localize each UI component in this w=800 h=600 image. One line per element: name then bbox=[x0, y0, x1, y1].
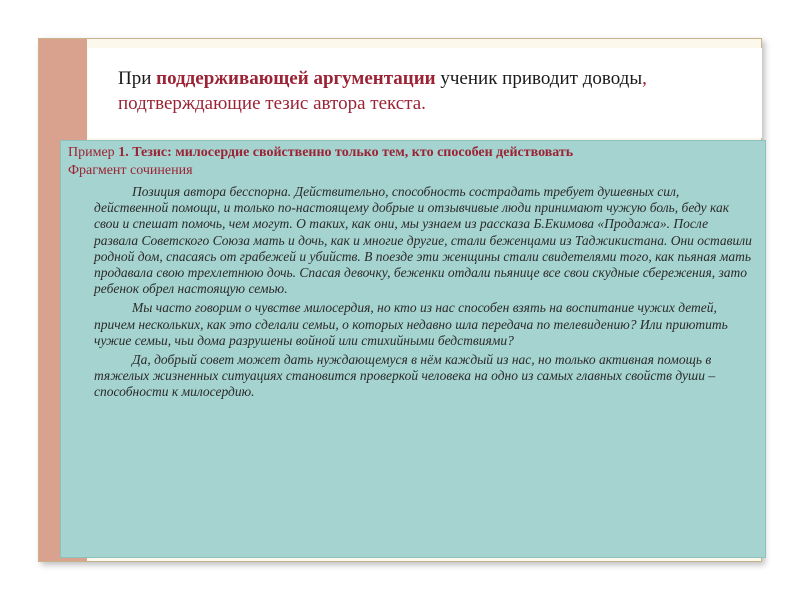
header-part2: ученик приводит доводы bbox=[435, 68, 643, 89]
header-comma: , bbox=[642, 68, 647, 89]
essay-paragraph-3: Да, добрый совет может дать нуждающемуся в нём каждый из нас, но только активная помощь в тяжелых жизненных ситуациях становится проверкой человека на одно из самых главных свойств души – способности к милосердию. bbox=[94, 352, 716, 400]
essay-paragraph-2: Мы часто говорим о чувстве милосердия, но кто из нас способен взять на воспитание чужих детей, причем нескольких, как это сделали семьи, о которых недавно шла передача по телевидению? Или приютить чужие семьи, чьи дома разрушены войной или стихийными бедствиями? bbox=[94, 300, 728, 348]
header-part1: При bbox=[118, 68, 157, 89]
example-label: Пример bbox=[68, 145, 119, 160]
fragment-label: Фрагмент сочинения bbox=[68, 163, 193, 178]
header-text bbox=[118, 66, 718, 116]
header-part3: подтверждающие тезис автора текста. bbox=[118, 93, 426, 114]
example-thesis: Тезис: милосердие свойственно только тем, кто способен действовать bbox=[128, 145, 574, 160]
example-number: 1. bbox=[118, 145, 129, 160]
header-highlight: поддерживающей аргументации bbox=[156, 68, 436, 89]
essay-text bbox=[94, 184, 754, 404]
essay-paragraph-1: Позиция автора бесспорна. Действительно, способность сострадать требует душевных сил, действенной помощи, и только по-настоящему добрые и отзывчивые люди принимают чужую боль, беду как свои и спешат помочь, чем могут. О таких, как они, мы узнаем из рассказа Б.Екимова «Продажа». После развала Советского Союза мать и дочь, как и многие другие, стали беженцами из Таджикистана. Они оставили родной дом, спасаясь от грабежей и убийств. В поезде эти женщины стали свидетелями того, как пьяная мать продавала свою трехлетнюю дочь. Спасая девочку, беженки отдали пьянице все свои скудные сбережения, зато ребенок обрел настоящую семью. bbox=[94, 184, 752, 297]
example-line bbox=[68, 144, 758, 162]
